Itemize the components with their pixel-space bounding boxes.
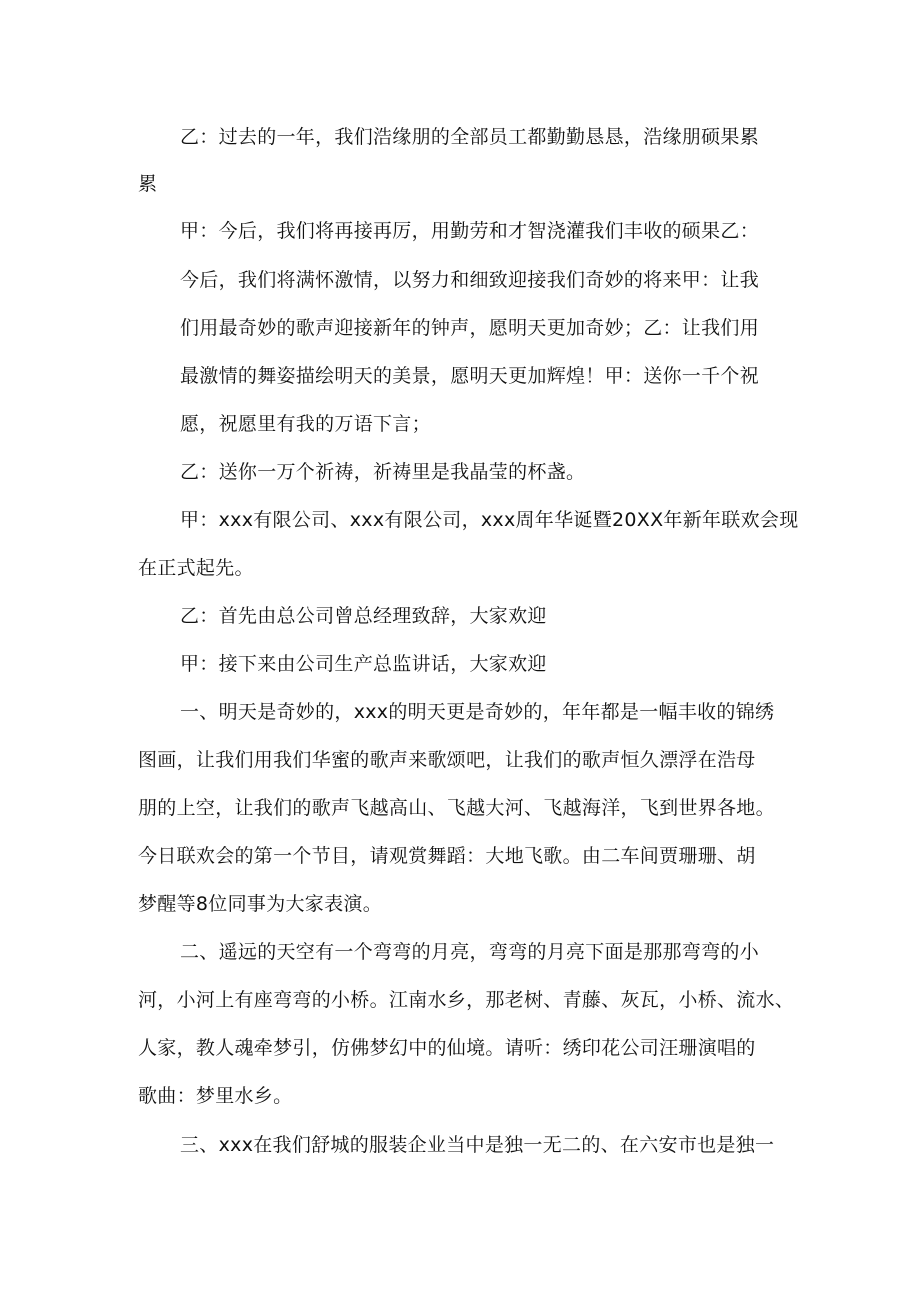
text-line: 二、遥远的天空有一个弯弯的月亮，弯弯的月亮下面是那那弯弯的小 bbox=[180, 941, 760, 963]
text-line: 今日联欢会的第一个节目，请观赏舞蹈：大地飞歌。由二车间贾珊珊、胡 bbox=[138, 845, 756, 867]
text-line: 乙：送你一万个祈祷，祈祷里是我晶莹的杯盏。 bbox=[180, 461, 586, 483]
text-line: 一、明天是奇妙的，xxx的明天更是奇妙的，年年都是一幅丰收的锦绣 bbox=[180, 701, 775, 723]
text-line: 在正式起先。 bbox=[138, 557, 254, 579]
text-line: 乙：过去的一年，我们浩缘朋的全部员工都勤勤恳恳，浩缘朋硕果累 bbox=[180, 126, 760, 148]
text-line: 图画，让我们用我们华蜜的歌声来歌颂吧，让我们的歌声恒久漂浮在浩母 bbox=[138, 749, 756, 771]
text-line: 甲：xxx有限公司、xxx有限公司，xxx周年华诞暨20XX年新年联欢会现 bbox=[180, 509, 799, 531]
text-line: 梦醒等8位同事为大家表演。 bbox=[138, 893, 382, 915]
text-line: 最激情的舞姿描绘明天的美景，愿明天更加辉煌！甲：送你一千个祝 bbox=[180, 365, 760, 387]
text-line: 愿，祝愿里有我的万语下言； bbox=[180, 413, 431, 435]
text-line: 乙：首先由总公司曾总经理致辞，大家欢迎 bbox=[180, 605, 547, 627]
text-line: 人家，教人魂牵梦引，仿佛梦幻中的仙境。请听：绣印花公司汪珊演唱的 bbox=[138, 1037, 756, 1059]
text-line: 今后，我们将满怀激情，以努力和细致迎接我们奇妙的将来甲：让我 bbox=[180, 269, 760, 291]
text-line: 们用最奇妙的歌声迎接新年的钟声，愿明天更加奇妙；乙：让我们用 bbox=[180, 317, 760, 339]
text-line: 三、xxx在我们舒城的服装企业当中是独一无二的、在六安市也是独一 bbox=[180, 1134, 775, 1156]
text-line: 河，小河上有座弯弯的小桥。江南水乡，那老树、青藤、灰瓦，小桥、流水、 bbox=[138, 989, 795, 1011]
text-line: 累 bbox=[138, 173, 158, 195]
text-line: 朋的上空，让我们的歌声飞越高山、飞越大河、飞越海洋，飞到世界各地。 bbox=[138, 797, 775, 819]
text-line: 歌曲：梦里水乡。 bbox=[138, 1085, 293, 1107]
text-line: 甲：接下来由公司生产总监讲话，大家欢迎 bbox=[180, 653, 547, 675]
text-line: 甲：今后，我们将再接再厉，用勤劳和才智浇灌我们丰收的硕果乙： bbox=[180, 220, 760, 242]
